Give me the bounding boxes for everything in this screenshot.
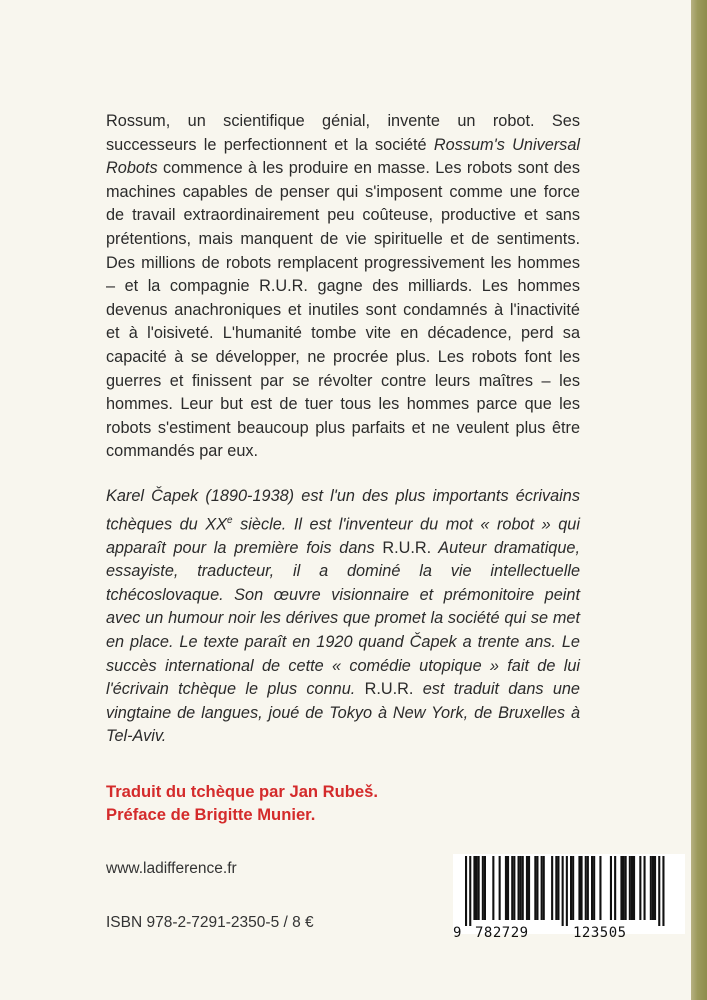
barcode-bar	[476, 856, 478, 920]
barcode-bar	[610, 856, 612, 920]
credits-block	[106, 780, 378, 826]
bio-text-4: est traduit dans une vingtaine de langues, joué de Tokyo à New York, de Bruxelles à Tel-Aviv.	[106, 680, 580, 746]
barcode-bar	[520, 856, 522, 920]
barcode-bar	[566, 856, 568, 926]
barcode-bar	[513, 856, 515, 920]
barcode-bar	[599, 856, 601, 920]
barcode-bar	[620, 856, 622, 920]
barcode-bar	[658, 856, 660, 926]
barcode-bar	[507, 856, 509, 920]
barcode-right-digits: 123505	[573, 925, 627, 941]
barcode-bar	[534, 856, 536, 920]
barcode-bar	[631, 856, 633, 920]
barcode-bar	[639, 856, 641, 920]
barcode-bar	[623, 856, 625, 920]
barcode-bar	[528, 856, 530, 920]
bio-title-1: R.U.R.	[382, 538, 432, 557]
barcode-bar	[578, 856, 580, 920]
barcode-bar	[581, 856, 583, 920]
barcode-first-digit: 9	[453, 925, 462, 941]
barcode-bar	[469, 856, 471, 926]
barcode-bar	[650, 856, 652, 920]
barcode-bar	[473, 856, 475, 920]
barcode-bar	[522, 856, 524, 920]
book-spine-edge	[691, 0, 707, 1000]
barcode-bar	[541, 856, 543, 920]
barcode-bar	[562, 856, 564, 926]
barcode-bar	[591, 856, 593, 920]
barcode-bar	[543, 856, 545, 920]
barcode-bar	[557, 856, 559, 920]
bio-title-2: R.U.R.	[364, 680, 414, 699]
barcode-bars	[453, 854, 685, 926]
barcode-left-digits: 782729	[475, 925, 529, 941]
barcode-bar	[585, 856, 587, 920]
bio-text-1: Karel Čapek (1890-1938) est l'un des plus importants écrivains tchèques du XX	[106, 487, 580, 534]
barcode-bar	[482, 856, 484, 920]
barcode-bar	[633, 856, 635, 920]
bio-superscript: e	[227, 514, 233, 526]
blurb-text-2: commence à les produire en masse. Les robots sont des machines capables de penser qui s'imposent comme une force de travail extraordinairement peu coûteuse, productive et sans prétentions, mais manquent de vie spirituelle et de sentiments. Des millions de robots remplacent progressivement les hommes – et la compagnie R.U.R. gagne des milliards. Les hommes devenus anachroniques et inutiles sont condamnés à l'inactivité et à l'oisiveté. L'humanité tombe vite en décadence, perd sa capacité à se développer, ne procrée plus. Les robots font les guerres et finissent par se révolter contre leurs maîtres – les hommes. Leur but est de tuer tous les hommes parce que les robots s'estiment beaucoup plus parfaits et ne veulent plus être commandés par eux.	[106, 159, 580, 461]
barcode-bar	[536, 856, 538, 920]
bio-text-2: siècle. Il est l'inventeur du mot « robot » qui apparaît pour la première fois dans	[106, 515, 580, 557]
barcode-bar	[572, 856, 574, 920]
barcode-bar	[505, 856, 507, 920]
barcode-bar	[587, 856, 589, 920]
barcode-bar	[551, 856, 553, 920]
back-cover-blurb	[106, 110, 580, 464]
translator-credit: Traduit du tchèque par Jan Rubeš.	[106, 782, 378, 801]
bio-text-3: Auteur dramatique, essayiste, traducteur, il a dominé la vie intellectuelle tchécoslovaque. Son œuvre visionnaire et prémonitoire peint avec un humour noir les dérives que promet la société qui se met en place. Le texte paraît en 1920 quand Čapek a trente ans. Le succès international de cette « comédie utopique » fait de lui l'écrivain tchèque le plus connu.	[106, 538, 580, 699]
barcode-bar	[593, 856, 595, 920]
barcode-bar	[662, 856, 664, 926]
barcode-bar	[484, 856, 486, 920]
publisher-url: www.ladifference.fr	[106, 860, 237, 877]
barcode-bar	[465, 856, 467, 926]
blurb-text-1: Rossum, un scientifique génial, invente un robot. Ses successeurs le perfectionnent et la société	[106, 112, 580, 154]
barcode-bar	[499, 856, 501, 920]
barcode-bar	[654, 856, 656, 920]
blurb-company-name: Rossum's Universal Robots	[106, 135, 580, 178]
barcode-bar	[478, 856, 480, 920]
author-bio	[106, 485, 580, 749]
barcode-bar	[492, 856, 494, 920]
barcode-bar	[629, 856, 631, 920]
barcode-bar	[644, 856, 646, 920]
isbn-barcode	[453, 854, 685, 941]
barcode-bar	[614, 856, 616, 920]
barcode-bar	[526, 856, 528, 920]
preface-credit: Préface de Brigitte Munier.	[106, 805, 316, 824]
barcode-bar	[511, 856, 513, 920]
barcode-bar	[555, 856, 557, 920]
barcode-bar	[570, 856, 572, 920]
barcode-bar	[625, 856, 627, 920]
isbn-price: ISBN 978-2-7291-2350-5 / 8 €	[106, 914, 314, 931]
barcode-bar	[652, 856, 654, 920]
barcode-bar	[518, 856, 520, 920]
